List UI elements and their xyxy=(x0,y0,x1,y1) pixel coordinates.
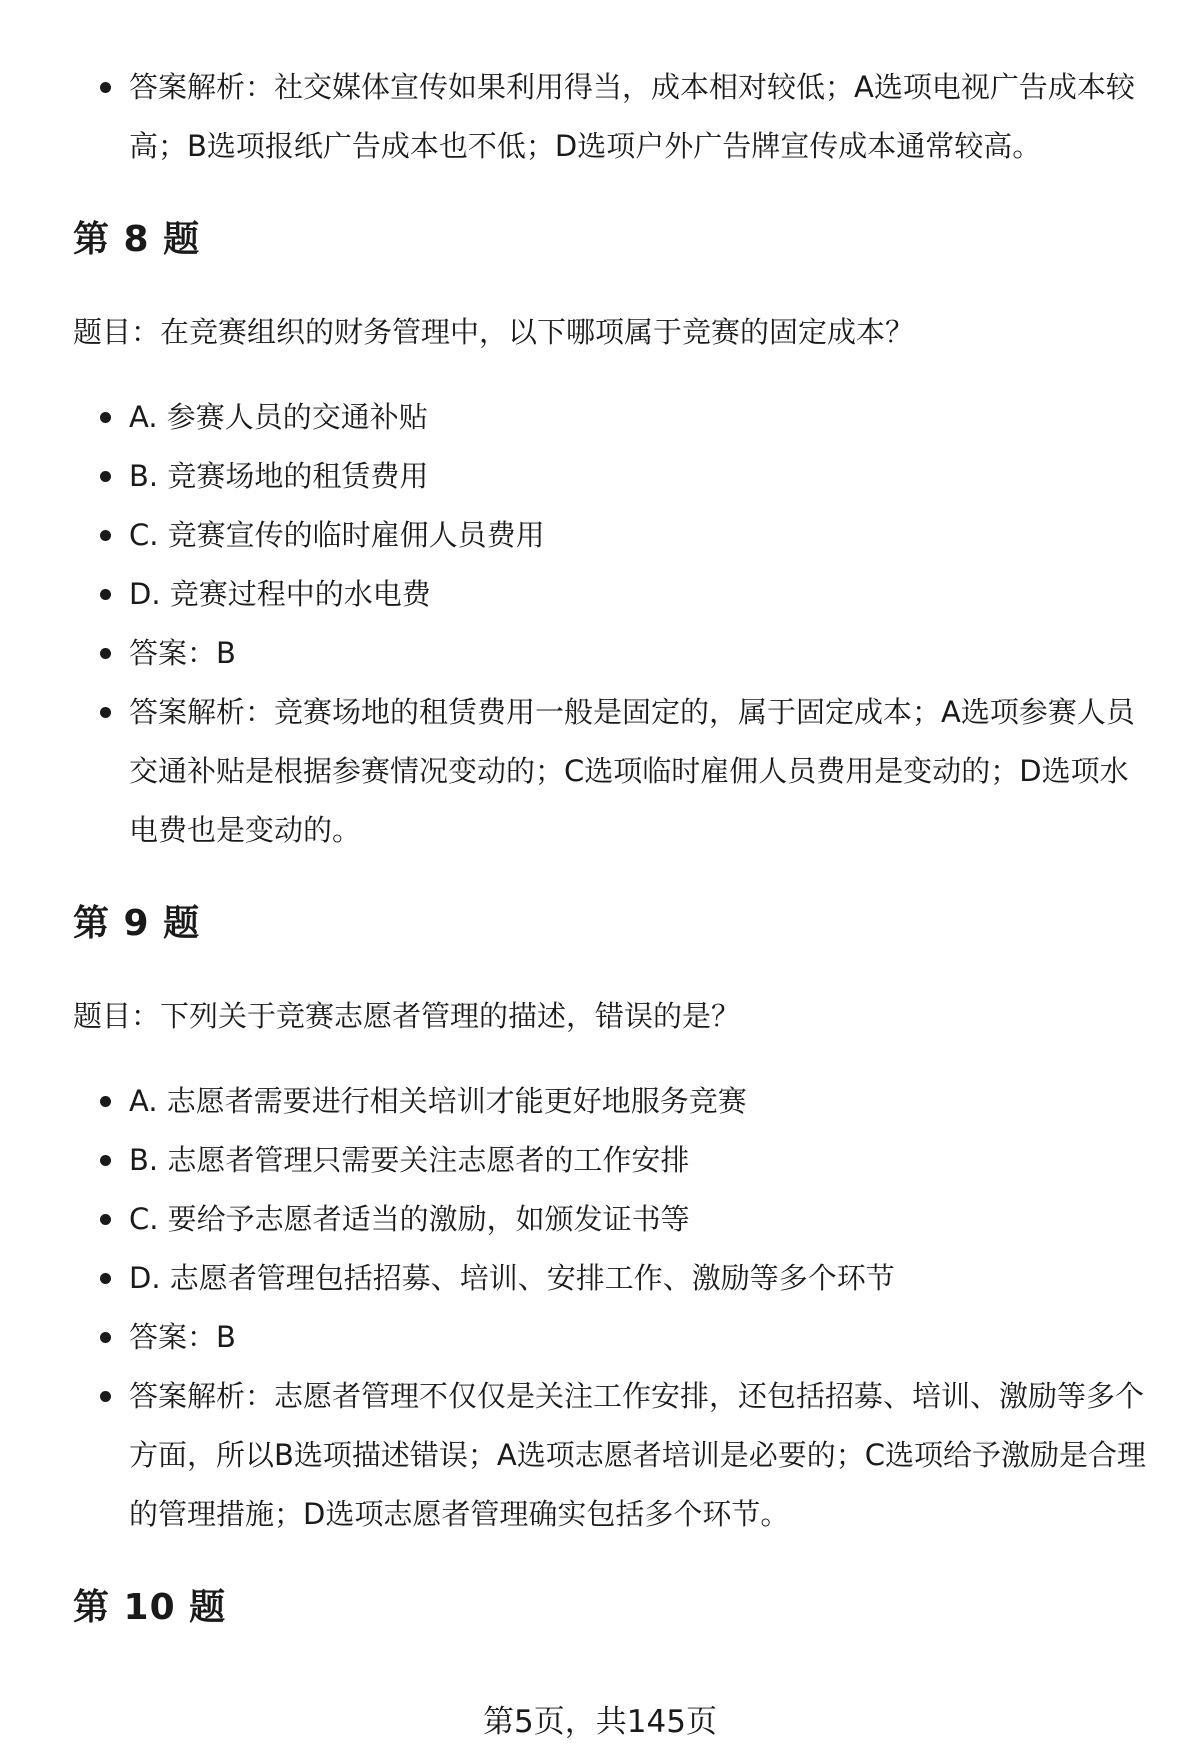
question-text: 题目：下列关于竞赛志愿者管理的描述，错误的是？ xyxy=(73,999,741,1033)
bullet-icon xyxy=(100,530,111,541)
bullet-icon xyxy=(100,412,111,423)
bullet-icon xyxy=(100,707,111,718)
bullet-icon xyxy=(100,1214,111,1225)
list-item xyxy=(73,58,1153,176)
list-item xyxy=(73,1131,1153,1190)
bullet-icon xyxy=(100,648,111,659)
previous-question-tail xyxy=(73,58,1153,176)
answer-text: 答案：B xyxy=(129,1320,236,1354)
question-text: 题目：在竞赛组织的财务管理中，以下哪项属于竞赛的固定成本？ xyxy=(73,315,915,349)
list-item xyxy=(73,1190,1153,1249)
list-item xyxy=(73,565,1153,624)
bullet-icon xyxy=(100,1273,111,1284)
options-list xyxy=(73,1072,1153,1544)
answer-text: 答案：B xyxy=(129,636,236,670)
list-item xyxy=(73,1367,1153,1544)
question-9 xyxy=(73,898,1153,1544)
question-heading: 第 10 题 xyxy=(73,1587,227,1628)
option-d: D. 志愿者管理包括招募、培训、安排工作、激励等多个环节 xyxy=(129,1261,895,1295)
option-c: C. 要给予志愿者适当的激励，如颁发证书等 xyxy=(129,1202,690,1236)
list-item xyxy=(73,1072,1153,1131)
option-d: D. 竞赛过程中的水电费 xyxy=(129,577,431,611)
page-content xyxy=(73,58,1153,1674)
bullet-icon xyxy=(100,82,111,93)
option-a: A. 参赛人员的交通补贴 xyxy=(129,400,428,434)
question-8 xyxy=(73,214,1153,860)
bullet-icon xyxy=(100,589,111,600)
list-item xyxy=(73,683,1153,860)
option-b: B. 志愿者管理只需要关注志愿者的工作安排 xyxy=(129,1143,690,1177)
question-heading: 第 8 题 xyxy=(73,219,201,260)
list-item xyxy=(73,447,1153,506)
options-list xyxy=(73,388,1153,860)
bullet-icon xyxy=(100,1096,111,1107)
explanation-text: 答案解析：志愿者管理不仅仅是关注工作安排，还包括招募、培训、激励等多个方面，所以B选项描述错误；A选项志愿者培训是必要的；C选项给予激励是合理的管理措施；D选项志愿者管理确实包括多个环节。 xyxy=(129,1379,1146,1531)
bullet-icon xyxy=(100,1332,111,1343)
option-c: C. 竞赛宣传的临时雇佣人员费用 xyxy=(129,518,545,552)
list-item xyxy=(73,1308,1153,1367)
list-item xyxy=(73,388,1153,447)
list-item xyxy=(73,1249,1153,1308)
option-b: B. 竞赛场地的租赁费用 xyxy=(129,459,429,493)
bullet-icon xyxy=(100,471,111,482)
explanation-text: 答案解析：竞赛场地的租赁费用一般是固定的，属于固定成本；A选项参赛人员交通补贴是根据参赛情况变动的；C选项临时雇佣人员费用是变动的；D选项水电费也是变动的。 xyxy=(129,695,1135,847)
page-indicator: 第5页，共145页 xyxy=(483,1704,717,1740)
question-10 xyxy=(73,1582,1153,1634)
question-heading: 第 9 题 xyxy=(73,903,201,944)
explanation-text: 答案解析：社交媒体宣传如果利用得当，成本相对较低；A选项电视广告成本较高；B选项报纸广告成本也不低；D选项户外广告牌宣传成本通常较高。 xyxy=(129,70,1135,163)
bullet-icon xyxy=(100,1391,111,1402)
option-a: A. 志愿者需要进行相关培训才能更好地服务竞赛 xyxy=(129,1084,747,1118)
list-item xyxy=(73,506,1153,565)
bullet-icon xyxy=(100,1155,111,1166)
list-item xyxy=(73,624,1153,683)
